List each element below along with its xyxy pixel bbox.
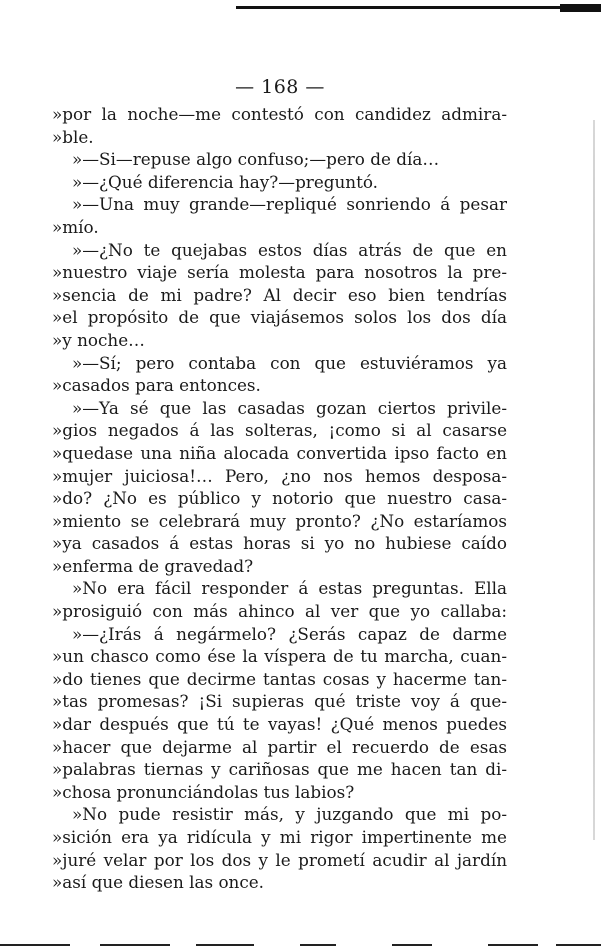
text-line: »nuestro viaje sería molesta para nosotros la pre-	[52, 262, 507, 283]
text-line: »dar después que tú te vayas! ¿Qué menos puedes	[52, 714, 507, 735]
text-line: »—Si—repuse algo confuso;—pero de día…	[72, 149, 440, 170]
text-line: »enferma de gravedad?	[52, 555, 254, 576]
text-line: »ya casados á estas horas si yo no hubiese caído	[52, 533, 507, 554]
page-edge-shadow	[593, 120, 595, 840]
text-line: »do? ¿No es público y notorio que nuestro casa-	[52, 488, 507, 509]
text-line: »un chasco como ése la víspera de tu marcha, cuan-	[52, 646, 507, 667]
bottom-rule	[196, 944, 254, 946]
body-text	[52, 103, 507, 894]
text-line: »sencia de mi padre? Al decir eso bien tendrías	[52, 284, 507, 305]
text-line: »prosiguió con más ahinco al ver que yo callaba:	[52, 601, 507, 622]
text-line: »gios negados á las solteras, ¡como si al casarse	[52, 420, 507, 441]
bottom-rule	[300, 944, 336, 946]
text-line: »ble.	[52, 126, 94, 147]
text-line: »—Ya sé que las casadas gozan ciertos privile-	[72, 397, 507, 418]
text-line: »el propósito de que viajásemos solos los dos día	[52, 307, 507, 328]
text-line: »sición era ya ridícula y mi rigor impertinente me	[52, 827, 507, 847]
text-line: »miento se celebrará muy pronto? ¿No estaríamos	[52, 510, 507, 531]
text-line: »—Sí; pero contaba con que estuviéramos ya	[72, 352, 507, 373]
bottom-rule	[488, 944, 538, 946]
text-line: »No era fácil responder á estas preguntas. Ella	[72, 578, 507, 599]
text-line: »—Una muy grande—repliqué sonriendo á pesar	[72, 194, 507, 215]
text-line: »palabras tiernas y cariñosas que me hacen tan di-	[52, 759, 507, 780]
text-line: »—¿Irás á negármelo? ¿Serás capaz de darme	[72, 623, 507, 644]
text-line: »casados para entonces.	[52, 375, 261, 396]
text-line: »mío.	[52, 216, 99, 237]
top-rule-tail	[560, 4, 601, 12]
text-line: »juré velar por los dos y le prometí acudir al jardín	[52, 849, 507, 870]
bottom-rule	[0, 944, 70, 946]
text-line: »chosa pronunciándolas tus labios?	[52, 781, 355, 802]
text-line: »así que diesen las once.	[52, 872, 265, 893]
text-line: »—¿Qué diferencia hay?—preguntó.	[72, 171, 379, 192]
text-line: »y noche…	[52, 329, 145, 350]
bottom-rule	[556, 944, 601, 946]
bottom-rule	[100, 944, 170, 946]
top-rule	[236, 6, 601, 9]
text-line: »mujer juiciosa!… Pero, ¿no nos hemos desposa-	[52, 465, 507, 486]
text-line: »do tienes que decirme tantas cosas y hacerme tan-	[52, 668, 507, 689]
text-line: »—¿No te quejabas estos días atrás de que en	[72, 239, 507, 260]
text-line: »quedase una niña alocada convertida ipso facto en	[52, 442, 507, 463]
text-line: »tas promesas? ¡Si supieras qué triste voy á que-	[52, 691, 507, 712]
bottom-rule	[392, 944, 432, 946]
text-line: »por la noche—me contestó con candidez admira-	[52, 104, 507, 124]
text-line: »No pude resistir más, y juzgando que mi po-	[72, 804, 507, 825]
text-line: »hacer que dejarme al partir el recuerdo de esas	[52, 736, 507, 757]
page-number: — 168 —	[235, 76, 325, 98]
